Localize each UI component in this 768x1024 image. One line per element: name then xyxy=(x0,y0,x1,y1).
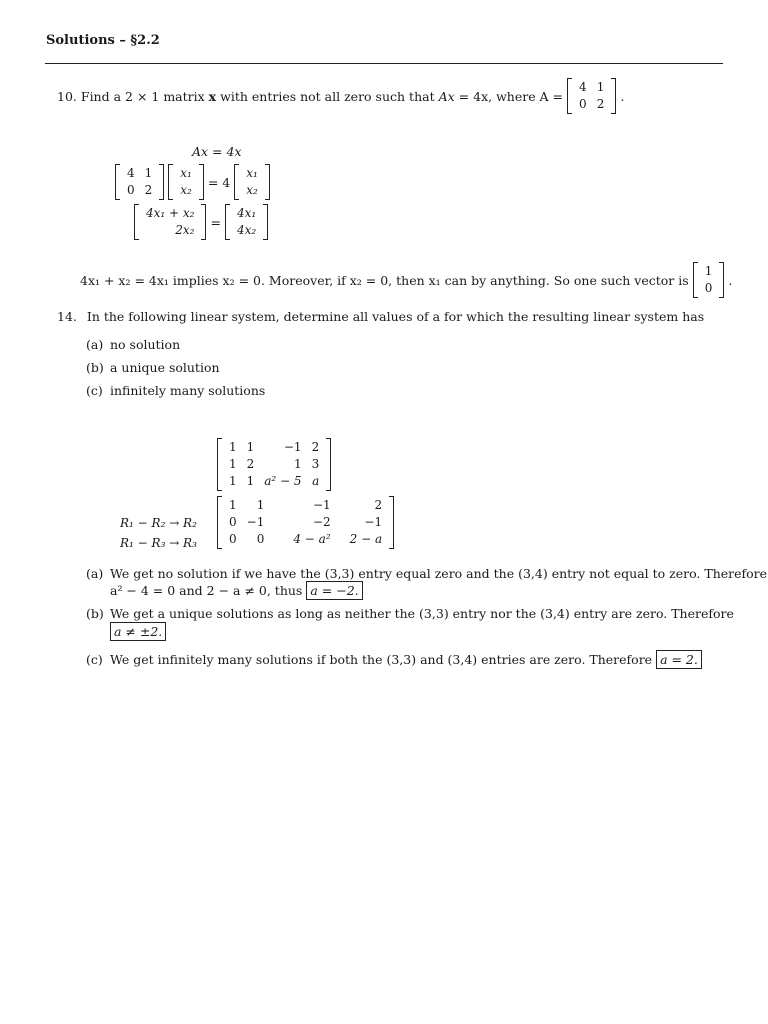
vector-x: x₁ x₂ xyxy=(234,164,270,200)
equation-step-3 xyxy=(134,204,268,240)
equation-rhs: = 4x, where A = xyxy=(458,88,564,104)
result-vector-lhs: 4x₁ + x₂ 2x₂ xyxy=(134,204,206,240)
row-op: R₁ − R₃ → R₃ xyxy=(120,536,197,550)
statement-text: Find a 2 × 1 matrix xyxy=(80,88,205,104)
vector-symbol: x xyxy=(208,88,217,104)
statement-text: with entries not all zero such that xyxy=(220,88,435,104)
reduced-matrix: 1 1 −1 2 0 −1 −2 −1 0 0 4 − a² 2 − a xyxy=(217,496,394,549)
problem-14-statement xyxy=(57,309,704,324)
equation-step-2 xyxy=(115,164,270,200)
answer-vector: 1 0 xyxy=(693,262,725,298)
problem-10-statement: 10. Find a 2 × 1 matrix x with entries not all zero such that Ax = 4x, where A = 4 1 0 2 . xyxy=(57,78,624,114)
vector-x: x₁ x₂ xyxy=(168,164,204,200)
problem-number: 14. xyxy=(57,309,77,324)
problem-number: 10. xyxy=(57,88,77,104)
matrix-A: 4 1 0 2 xyxy=(567,78,616,114)
conclusion-text: 4x₁ + x₂ = 4x₁ implies x₂ = 0. Moreover, if x₂ = 0, then x₁ can by anything. So one such vector is xyxy=(80,272,689,288)
boxed-answer: a ≠ ±2. xyxy=(110,622,166,641)
boxed-answer: a = 2. xyxy=(656,650,702,669)
equals-sign: = xyxy=(210,214,221,230)
row-op: R₁ − R₂ → R₂ xyxy=(120,516,197,530)
option-c: (c) infinitely many solutions xyxy=(86,383,266,398)
answer-a: (a) We get no solution if we have the (3,3) entry equal zero and the (3,4) entry not equal to zero. Therefore a² − 4 = 0 and 2 − a ≠ 0, thus a = −2. xyxy=(86,566,768,598)
option-b: (b) a unique solution xyxy=(86,360,220,375)
answer-c: (c) We get infinitely many solutions if both the (3,3) and (3,4) entries are zero. Therefore a = 2. xyxy=(86,652,702,667)
option-a: (a) no solution xyxy=(86,337,181,352)
augmented-matrix: 1 1 −1 2 1 2 1 3 1 1 a² − 5 a xyxy=(217,438,331,491)
matrix-A: 4 1 0 2 xyxy=(115,164,164,200)
boxed-answer: a = −2. xyxy=(306,581,362,600)
statement-text: In the following linear system, determine all values of a for which the resulting linear system has xyxy=(86,309,705,324)
problem-10-conclusion: 4x₁ + x₂ = 4x₁ implies x₂ = 0. Moreover, if x₂ = 0, then x₁ can by anything. So one such vector is 1 0 . xyxy=(80,262,732,298)
equation-step-1: Ax = 4x xyxy=(192,144,242,159)
answer-b: (b) We get a unique solutions as long as neither the (3,3) entry nor the (3,4) entry are zero. Therefore a ≠ ±2. xyxy=(86,606,734,639)
header-rule xyxy=(45,63,723,64)
result-vector-rhs: 4x₁ 4x₂ xyxy=(225,204,268,240)
equals-sign: = 4 xyxy=(207,174,231,190)
row-operations xyxy=(120,513,197,553)
equation-lhs: Ax xyxy=(438,88,455,104)
page-header: Solutions – §2.2 xyxy=(46,33,160,48)
